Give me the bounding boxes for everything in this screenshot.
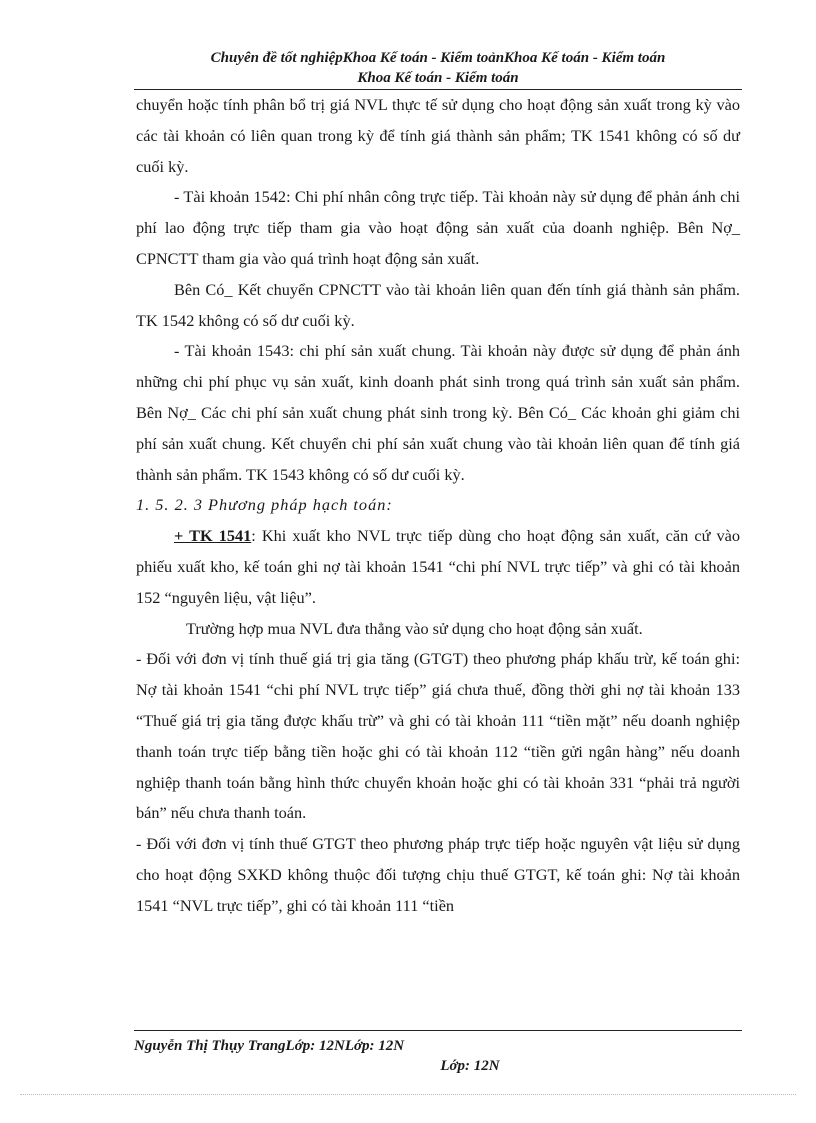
paragraph-tk1541-method xyxy=(136,521,740,613)
paragraph-direct-purchase: Trường hợp mua NVL đưa thẳng vào sử dụng cho hoạt động sản xuất. xyxy=(186,618,643,638)
paragraph-tk1542-credit: Bên Có_ Kết chuyển CPNCTT vào tài khoản liên quan đến tính giá thành sản phẩm. TK 1542 không có số dư cuối kỳ. xyxy=(136,279,740,330)
footer-line-1: Nguyễn Thị Thụy TrangLớp: 12NLớp: 12N xyxy=(134,1038,405,1054)
header-line-2: Khoa Kế toán - Kiểm toán xyxy=(357,70,519,86)
paragraph-deduction-method: - Đối với đơn vị tính thuế giá trị gia tăng (GTGT) theo phương pháp khấu trừ, kế toán ghi: Nợ tài khoản 1541 “chi phí NVL trực tiếp” giá chưa thuế, đồng thời ghi nợ tài khoản 133 “Thuế giá trị gia tăng được khấu trừ” và ghi có tài khoản 111 “tiền mặt” nếu doanh nghiệp thanh toán trực tiếp bằng tiền hoặc ghi có tài khoản 112 “tiền gửi ngân hàng” nếu doanh nghiệp thanh toán bằng hình thức chuyển khoản hoặc ghi có tài khoản 331 “phải trả người bán” nếu chưa thanh toán. xyxy=(136,649,740,823)
section-heading: 1. 5. 2. 3 Phương pháp hạch toán: xyxy=(136,495,393,515)
page-header xyxy=(134,48,742,88)
document-body xyxy=(136,90,740,922)
page-bottom-border xyxy=(20,1094,796,1095)
tk1541-label: + TK 1541 xyxy=(174,526,252,546)
paragraph-direct-method: - Đối với đơn vị tính thuế GTGT theo phương pháp trực tiếp hoặc nguyên vật liệu sử dụng cho hoạt động SXKD không thuộc đối tượng chịu thuế GTGT, kế toán ghi: Nợ tài khoản 1541 “NVL trực tiếp”, ghi có tài khoản 111 “tiền xyxy=(136,834,740,915)
footer-divider xyxy=(134,1030,742,1031)
header-line-1: Chuyên đề tốt nghiệpKhoa Kế toán - Kiểm toảnKhoa Kế toán - Kiểm toán xyxy=(210,50,666,66)
footer-line-2: Lớp: 12N xyxy=(440,1058,500,1074)
paragraph-tk1542: - Tài khoản 1542: Chi phí nhân công trực tiếp. Tài khoản này sử dụng để phản ánh chi phí lao động trực tiếp tham gia vào hoạt động sản xuất của doanh nghiệp. Bên Nợ_ CPNCTT tham gia vào quá trình hoạt động sản xuất. xyxy=(136,187,740,268)
tk1541-text: : Khi xuất kho NVL trực tiếp dùng cho hoạt động sản xuất, căn cứ vào phiếu xuất kho, kế toán ghi nợ tài khoản 1541 “chi phí NVL trực tiếp” và ghi có tài khoản 152 “nguyên liệu, vật liệu”. xyxy=(136,526,740,607)
paragraph-tk1543: - Tài khoản 1543: chi phí sản xuất chung. Tài khoản này được sử dụng để phản ánh những chi phí phục vụ sản xuất, kinh doanh phát sinh trong quá trình sản xuất sản phẩm. Bên Nợ_ Các chi phí sản xuất chung phát sinh trong kỳ. Bên Có_ Các khoản ghi giảm chi phí sản xuất chung. Kết chuyển chi phí sản xuất chung vào tài khoản liên quan để tính giá thành sản phẩm. TK 1543 không có số dư cuối kỳ. xyxy=(136,341,740,484)
paragraph-continuation: chuyển hoặc tính phân bổ trị giá NVL thực tế sử dụng cho hoạt động sản xuất trong kỳ vào các tài khoản có liên quan trong kỳ để tính giá thành sản phẩm; TK 1541 không có số dư cuối kỳ. xyxy=(136,95,740,176)
